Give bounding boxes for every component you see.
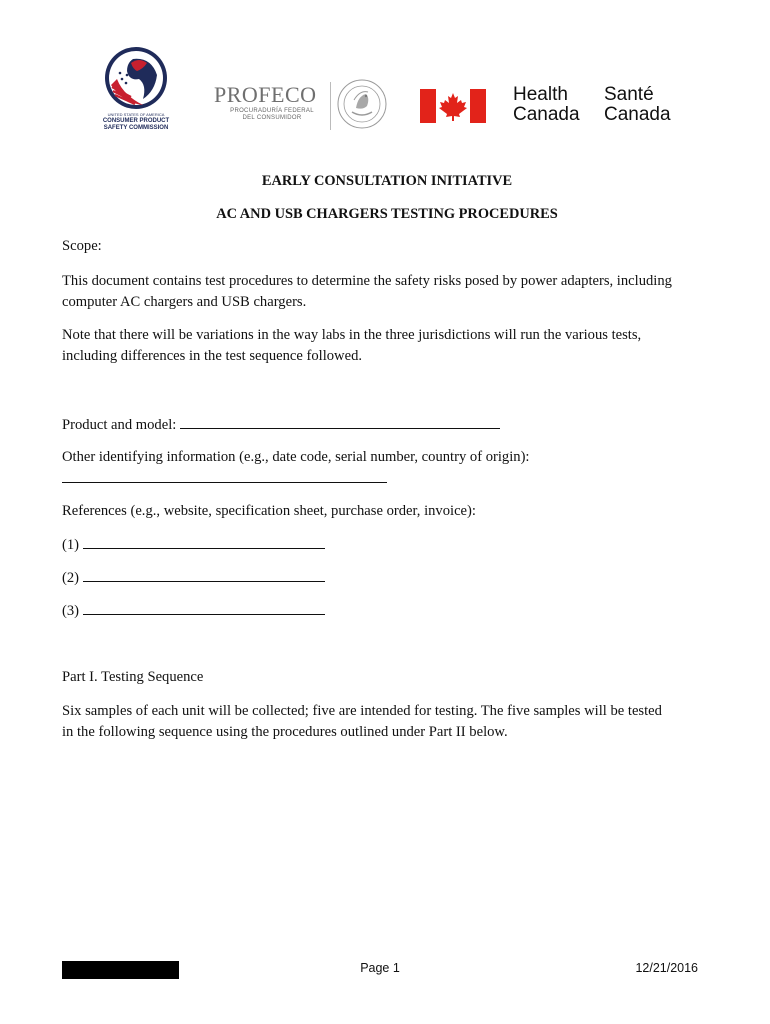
scope-label: Scope: xyxy=(62,238,102,254)
profeco-sub-2: DEL CONSUMIDOR xyxy=(242,115,302,121)
reference-field-2[interactable] xyxy=(83,567,325,582)
note-text-line-1: Note that there will be variations in the way labs in the three jurisdictions will run the various tests, xyxy=(62,327,642,343)
other-info-label: Other identifying information (e.g., date code, serial number, country of origin): xyxy=(62,449,530,465)
profeco-subtitle xyxy=(222,108,322,122)
document-subtitle: AC AND USB CHARGERS TESTING PROCEDURES xyxy=(216,206,558,222)
cpsc-small-text: UNITED STATES OF AMERICA xyxy=(107,112,165,117)
profeco-sub-1: PROCURADURÍA FEDERAL xyxy=(230,108,314,114)
note-text-line-2: including differences in the test sequence followed. xyxy=(62,348,363,364)
reference-row-2 xyxy=(62,567,712,589)
page-number: Page 1 xyxy=(360,961,400,975)
mexico-seal-icon xyxy=(336,78,388,130)
redaction-bar xyxy=(62,961,179,979)
scope-text-line-1: This document contains test procedures to determine the safety risks posed by power adapters, including xyxy=(62,273,672,289)
other-info-field[interactable] xyxy=(62,482,387,483)
reference-number-1: (1) xyxy=(62,537,80,553)
reference-row-1 xyxy=(62,534,712,556)
reference-number-2: (2) xyxy=(62,570,80,586)
product-model-label: Product and model: xyxy=(62,417,177,433)
reference-number-3: (3) xyxy=(62,603,80,619)
document-title: EARLY CONSULTATION INITIATIVE xyxy=(261,173,513,189)
reference-field-3[interactable] xyxy=(83,600,325,615)
profeco-wordmark: PROFECO xyxy=(214,82,317,107)
scope-text-line-2: computer AC chargers and USB chargers. xyxy=(62,294,307,310)
logo-header xyxy=(0,0,770,150)
part1-heading: Part I. Testing Sequence xyxy=(62,669,204,685)
profeco-logo xyxy=(208,78,396,136)
cpsc-seal-icon xyxy=(103,45,169,111)
product-model-row xyxy=(62,414,712,436)
cpsc-wordmark xyxy=(100,111,172,132)
footer-date: 12/21/2016 xyxy=(635,961,698,975)
cpsc-line-2: SAFETY COMMISSION xyxy=(103,125,169,131)
hc-french-2: Canada xyxy=(604,104,671,125)
references-label: References (e.g., website, specification sheet, purchase order, invoice): xyxy=(62,503,476,519)
hc-english-2: Canada xyxy=(513,104,580,125)
canada-flag-icon xyxy=(420,89,486,123)
cpsc-logo xyxy=(100,45,172,137)
cpsc-line-1: CONSUMER PRODUCT xyxy=(102,118,170,124)
part1-text-line-1: Six samples of each unit will be collected; five are intended for testing. The five samples will be tested xyxy=(62,703,662,719)
hc-french-1: Santé xyxy=(604,84,654,105)
health-canada-logo xyxy=(420,85,690,130)
part1-text-line-2: in the following sequence using the procedures outlined under Part II below. xyxy=(62,724,508,740)
profeco-divider xyxy=(330,82,331,130)
reference-row-3 xyxy=(62,600,712,622)
reference-field-1[interactable] xyxy=(83,534,325,549)
product-model-field[interactable] xyxy=(180,414,500,429)
hc-english-1: Health xyxy=(513,84,568,105)
